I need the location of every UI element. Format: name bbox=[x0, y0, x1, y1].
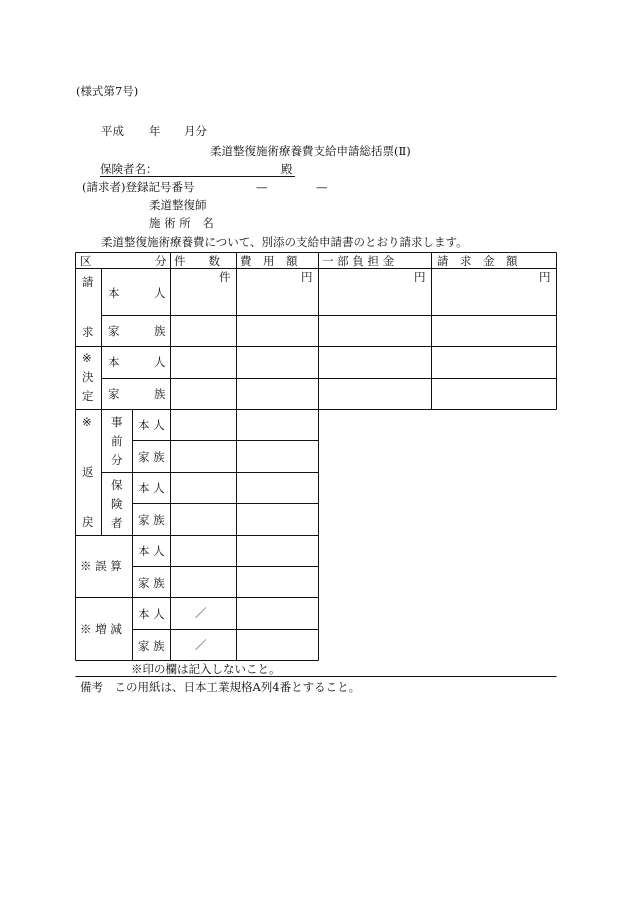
claim-honnin-label: 本 人 bbox=[108, 286, 166, 300]
change-honnin: 本 人 bbox=[138, 607, 165, 621]
unit-partial: 円 bbox=[414, 270, 426, 284]
change-honnin-slash: ／ bbox=[195, 606, 207, 620]
decision-kazoku-label: 家 族 bbox=[108, 387, 166, 401]
claimant-reg-label: (請求者)登録記号番号 bbox=[82, 180, 195, 194]
return-group-char-2: 返 bbox=[82, 465, 94, 479]
header-partial-payment: 一 部 負 担 金 bbox=[322, 254, 395, 268]
form-number: (様式第7号) bbox=[76, 84, 139, 98]
return-group-char-3: 戻 bbox=[82, 515, 94, 529]
change-kazoku-slash: ／ bbox=[195, 638, 207, 652]
header-claim-amount: 請 求 金 額 bbox=[437, 254, 518, 268]
return-insurer-honnin: 本 人 bbox=[138, 481, 165, 495]
unit-claim: 円 bbox=[539, 270, 551, 284]
insurer-honorific: 殿 bbox=[281, 162, 293, 176]
era-label: 平成 bbox=[101, 124, 124, 138]
year-label: 年 bbox=[149, 124, 161, 138]
decision-group-char-2: 決 bbox=[82, 370, 94, 384]
reg-dash-2: — bbox=[316, 180, 328, 194]
remarks-text: 備考 この用紙は、日本工業規格A列4番とすること。 bbox=[80, 680, 361, 694]
form-title: 柔道整復施術療養費支給申請総括票(Ⅱ) bbox=[210, 144, 411, 158]
insurer-sub-char-2: 険 bbox=[111, 497, 123, 511]
claim-group-char-2: 求 bbox=[82, 325, 94, 339]
return-insurer-kazoku: 家 族 bbox=[138, 513, 165, 527]
prior-char-2: 前 bbox=[111, 434, 123, 448]
reg-dash-1: — bbox=[256, 180, 268, 194]
decision-honnin-label: 本 人 bbox=[108, 355, 166, 369]
unit-count: 件 bbox=[219, 270, 231, 284]
header-count: 件 数 bbox=[174, 254, 220, 268]
error-group-label: ※ 誤 算 bbox=[80, 559, 122, 573]
error-honnin: 本 人 bbox=[138, 544, 165, 558]
change-group-label: ※ 増 減 bbox=[80, 622, 122, 636]
return-group-char-1: ※ bbox=[82, 415, 92, 429]
header-category-1: 区 bbox=[80, 254, 92, 268]
decision-group-char-1: ※ bbox=[82, 351, 92, 365]
insurer-label: 保険者名： bbox=[100, 162, 158, 176]
clinic-name-label: 施 術 所 名 bbox=[149, 216, 214, 230]
header-cost: 費 用 額 bbox=[240, 254, 298, 268]
insurer-sub-char-3: 者 bbox=[111, 516, 123, 530]
claim-group-char-1: 請 bbox=[82, 275, 94, 289]
insurer-sub-char-1: 保 bbox=[111, 478, 123, 492]
decision-group-char-3: 定 bbox=[82, 389, 94, 403]
claim-statement: 柔道整復施術療養費について、別添の支給申請書のとおり請求します。 bbox=[101, 235, 468, 249]
header-category-2: 分 bbox=[155, 254, 167, 268]
unit-cost: 円 bbox=[301, 270, 313, 284]
prior-char-3: 分 bbox=[111, 453, 123, 467]
month-label: 月分 bbox=[184, 124, 207, 138]
claim-kazoku-label: 家 族 bbox=[108, 324, 166, 338]
return-prior-honnin: 本 人 bbox=[138, 418, 165, 432]
return-prior-kazoku: 家 族 bbox=[138, 450, 165, 464]
note-text: ※印の欄は記入しないこと。 bbox=[131, 662, 281, 676]
prior-char-1: 事 bbox=[111, 415, 123, 429]
change-kazoku: 家 族 bbox=[138, 639, 165, 653]
practitioner-label: 柔道整復師 bbox=[149, 198, 207, 212]
error-kazoku: 家 族 bbox=[138, 576, 165, 590]
